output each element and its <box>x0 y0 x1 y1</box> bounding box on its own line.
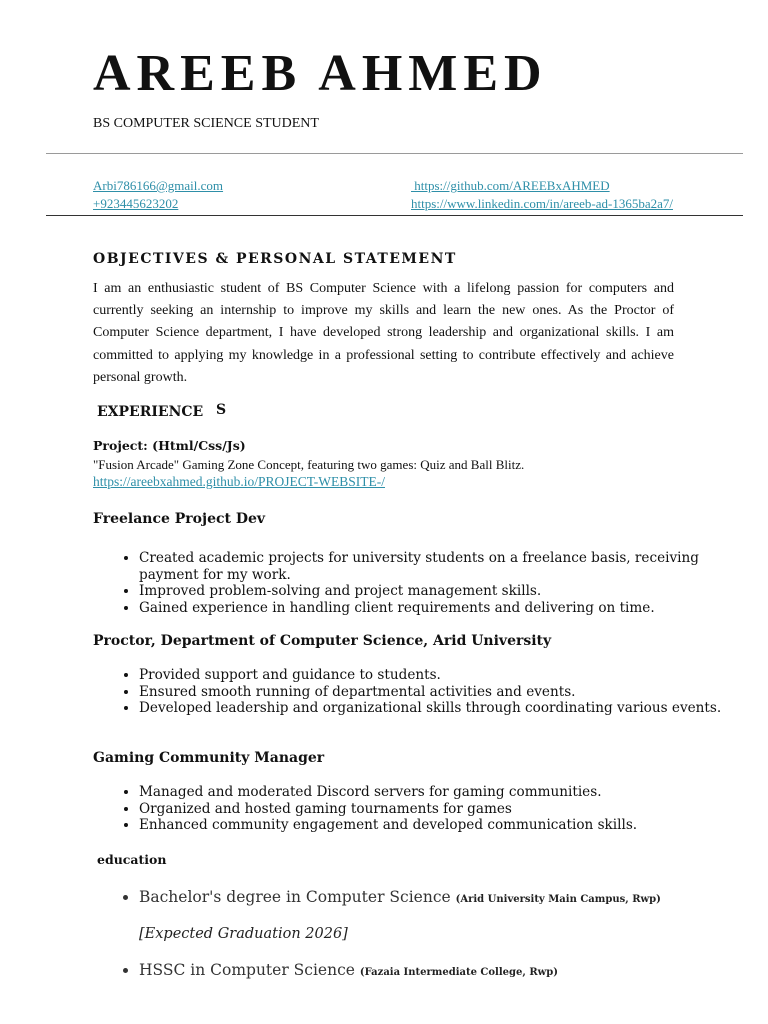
job-bullets-proctor <box>93 667 729 717</box>
objectives-heading: OBJECTIVES & PERSONAL STATEMENT <box>93 251 457 267</box>
list-item: • Provided support and guidance to students. <box>139 667 729 684</box>
project-link[interactable]: https://areebxahmed.github.io/PROJECT-WEBSITE-/ <box>93 474 385 489</box>
experience-heading: EXPERIENCE <box>97 404 204 420</box>
degree-name: Bachelor's degree in Computer Science <box>139 888 451 906</box>
candidate-name: AREEB AHMED <box>93 45 548 102</box>
list-item: • Managed and moderated Discord servers for gaming communities. <box>139 784 729 801</box>
github-link[interactable]: https://github.com/AREEBxAHMED <box>411 178 610 193</box>
list-item: • Created academic projects for university students on a freelance basis, receiving payment for my work. <box>139 550 729 583</box>
list-item: • Enhanced community engagement and developed communication skills. <box>139 817 729 834</box>
education-heading: education <box>97 852 167 867</box>
education-item <box>139 959 759 984</box>
institution-name: (Arid University Main Campus, Rwp) <box>455 894 661 905</box>
header-divider-top <box>46 153 743 154</box>
list-item: • Ensured smooth running of departmental activities and events. <box>139 684 729 701</box>
job-title-gaming: Gaming Community Manager <box>93 750 325 766</box>
graduation-note: [Expected Graduation 2026] <box>139 926 348 942</box>
header-divider-bottom <box>46 215 743 216</box>
linkedin-link[interactable]: https://www.linkedin.com/in/areeb-ad-1365ba2a7/ <box>411 196 673 211</box>
job-bullets-freelance <box>93 550 729 616</box>
job-bullets-gaming <box>93 784 729 834</box>
email-link[interactable]: Arbi786166@gmail.com <box>93 178 224 193</box>
candidate-subtitle: BS COMPUTER SCIENCE STUDENT <box>93 116 319 131</box>
experience-heading-suffix: S <box>216 402 227 418</box>
institution-name: (Fazaia Intermediate College, Rwp) <box>359 967 558 978</box>
education-list <box>93 886 759 984</box>
list-item: • Organized and hosted gaming tournaments for games <box>139 801 729 818</box>
degree-name: HSSC in Computer Science <box>139 961 355 979</box>
list-item: • Gained experience in handling client requirements and delivering on time. <box>139 600 729 617</box>
project-description: "Fusion Arcade" Gaming Zone Concept, featuring two games: Quiz and Ball Blitz. <box>93 457 525 472</box>
objectives-paragraph: I am an enthusiastic student of BS Computer Science with a lifelong passion for computers and currently seeking an internship to improve my skills and learn the new ones. As the Proctor of Computer Science department, I have developed strong leadership and organizational skills. I am committed to applying my knowledge in a professional setting to contribute effectively and achieve personal growth. <box>93 281 674 385</box>
project-title: Project: (Html/Css/Js) <box>93 438 246 453</box>
phone-link[interactable]: +923445623202 <box>93 196 179 211</box>
list-item: • Developed leadership and organizational skills through coordinating various events. <box>139 700 729 717</box>
list-item: • Improved problem-solving and project management skills. <box>139 583 729 600</box>
job-title-proctor: Proctor, Department of Computer Science, Arid University <box>93 633 552 649</box>
job-title-freelance: Freelance Project Dev <box>93 511 266 527</box>
education-item <box>139 886 759 945</box>
